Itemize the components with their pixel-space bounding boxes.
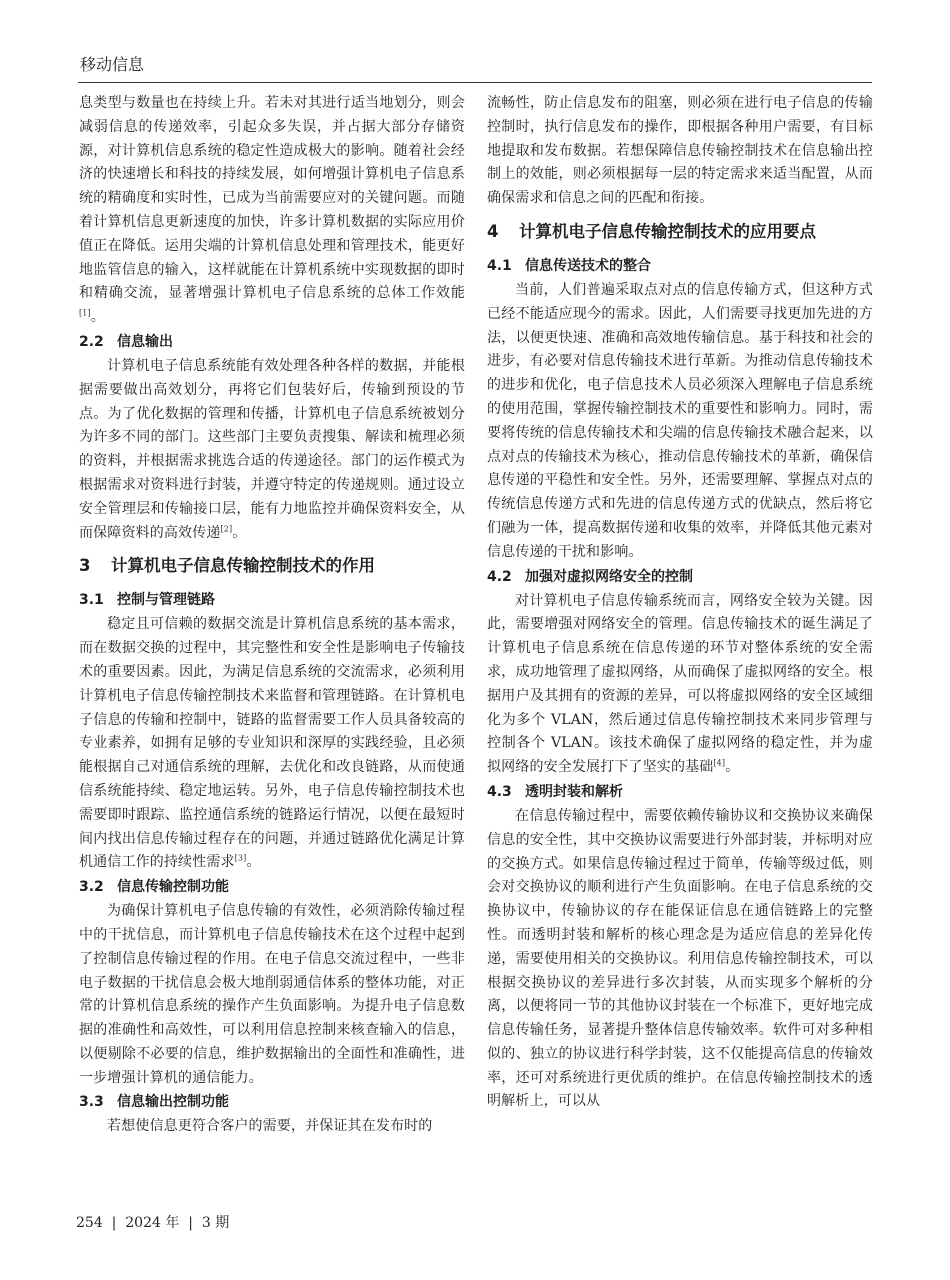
citation[interactable]: [1] <box>79 308 91 318</box>
heading-4-3: 4.3 透明封装和解析 <box>487 783 623 800</box>
heading-3: 3 计算机电子信息传输控制技术的作用 <box>79 556 375 576</box>
paragraph-4-3: 在信息传输过程中，需要依赖传输协议和交换协议来确保信息的安全性，其中交换协议需要进行外部封装，并标明对应的交换方式。如果信息传输过程过于简单，传输等级过低，则会对交换协议的顺利进行产生负面影响。在电子信息系统的交换协议中，传输协议的存在能保证信息在通信链路上的完整性。而透明封装和解析的核心理念是为适应信息的差异化传递，需要使用相关的交换协议。利用信息传输控制技术，可以根据交换协议的差异进行多次封装，从而实现多个解析的分离，以便将同一节的其他协议封装在一个标准下，更好地完成信息传输任务，显著提升整体信息传输效率。软件可对多种相似的、独立的协议进行科学封装，这不仅能提高信息的传输效率，还可对系统进行更优质的维护。在信息传输控制技术的透明解析上，可以从 <box>487 807 873 1110</box>
citation[interactable]: [4] <box>713 758 726 768</box>
heading-3-1: 3.1 控制与管理链路 <box>79 592 215 609</box>
paragraph-intro: 息类型与数量也在持续上升。若未对其进行适当地划分，则会减弱信息的传递效率，引起众多失误，并占据大部分存储资源，对计算机信息系统的稳定性造成极大的影响。随着社会经济的快速增长和科技的持续发展，如何增强计算机电子信息系统的精确度和实时性，已成为当前需要应对的关键问题。而随着计算机信息更新速度的加快，许多计算机数据的实际应用价值正在降低。运用尖端的计算机信息处理和管理技术，能更好地监管信息的输入，这样就能在计算机系统中实现数据的即时和精确交流，显著增强计算机电子信息系统的总体工作效能[1]。 <box>79 95 465 326</box>
heading-3-3: 3.3 信息输出控制功能 <box>79 1094 229 1111</box>
header-rule <box>78 82 872 83</box>
page-footer: 254 | 2024 年 | 3 期 <box>76 1215 230 1231</box>
heading-4-1: 4.1 信息传送技术的整合 <box>487 257 651 274</box>
paragraph-3-3: 若想使信息更符合客户的需要，并保证其在发布时的 <box>107 1118 433 1135</box>
paragraph-continued: 流畅性，防止信息发布的阻塞，则必须在进行电子信息的传输控制时，执行信息发布的操作，即根据各种用户需要，有目标地提取和发布数据。若想保障信息传输控制技术在信息输出控制上的效能，则必须根据每一层的特定需求来适当配置，从而确保需求和信息之间的匹配和衔接。 <box>487 95 873 207</box>
issue: 3 期 <box>201 1215 230 1231</box>
right-column <box>487 92 873 1114</box>
heading-3-2: 3.2 信息传输控制功能 <box>79 879 229 896</box>
citation[interactable]: [2] <box>220 523 233 533</box>
paragraph-3-2: 为确保计算机电子信息传输的有效性，必须消除传输过程中的干扰信息，而计算机电子信息传输技术在这个过程中起到了控制信息传输过程的作用。在电子信息交流过程中，一些非电子数据的干扰信息会极大地削弱通信体系的整体功能，对正常的计算机信息系统的操作产生负面影响。为提升电子信息数据的准确性和高效性，可以利用信息控制来核查输入的信息，以便剔除不必要的信息，维护数据输出的全面性和准确性，进一步增强计算机的通信能力。 <box>79 903 465 1086</box>
heading-2-2: 2.2 信息输出 <box>79 333 173 350</box>
left-column <box>79 92 465 1139</box>
heading-4: 4 计算机电子信息传输控制技术的应用要点 <box>487 221 816 241</box>
citation[interactable]: [3] <box>234 853 247 863</box>
paragraph-4-2: 对计算机电子信息传输系统而言，网络安全较为关键。因此，需要增强对网络安全的管理。信息传输技术的诞生满足了计算机电子信息系统在信息传递的环节对整体系统的安全需求，成功地管理了虚拟网络，从而确保了虚拟网络的安全。根据用户及其拥有的资源的差异，可以将虚拟网络的安全区域细化为多个 VLAN，然后通过信息传输控制技术来同步管理与控制各个 VLAN。该技术确保了虚拟网络的稳定性，并为虚拟网络的安全发展打下了坚实的基础[4]。 <box>487 592 873 776</box>
paragraph-4-1: 当前，人们普遍采取点对点的信息传输方式，但这种方式已经不能适应现今的需求。因此，人们需要寻找更加先进的方法，以便更快速、准确和高效地传输信息。基于科技和社会的进步，有必要对信息传输技术进行革新。为推动信息传输技术的进步和优化，电子信息技术人员必须深入理解电子信息系统的使用范围，掌握传输控制技术的重要性和影响力。同时，需要将传统的信息传输技术和尖端的信息传输技术融合起来，以点对点的传输技术为核心，推动信息传输技术的革新，确保信息传递的平稳性和安全性。另外，还需要理解、掌握点对点的传统信息传递方式和先进的信息传递方式的优缺点，然后将它们融为一体，提高数据传递和收集的效率，并降低其他元素对信息传递的干扰和影响。 <box>487 281 873 560</box>
page-number: 254 <box>76 1215 103 1231</box>
journal-title: 移动信息 <box>80 55 145 74</box>
year: 2024 年 <box>125 1215 180 1231</box>
heading-4-2: 4.2 加强对虚拟网络安全的控制 <box>487 568 693 585</box>
paragraph-3-1: 稳定且可信赖的数据交流是计算机信息系统的基本需求，而在数据交换的过程中，其完整性和安全性是影响电子传输技术的重要因素。因此，为满足信息系统的交流需求，必须利用计算机电子信息传输控制技术来监督和管理链路。在计算机电子信息的传输和控制中，链路的监督需要工作人员具备较高的专业素养，如拥有足够的专业知识和深厚的实践经验，且必须能根据自己对通信系统的理解，去优化和改良链路，从而使通信系统能持续、稳定地运转。另外，电子信息传输控制技术也需要即时跟踪、监控通信系统的链路运行情况，以便在最短时间内找出信息传输过程存在的问题，并通过链路优化满足计算机通信工作的持续性需求[3]。 <box>79 616 465 871</box>
paragraph-2-2: 计算机电子信息系统能有效处理各种各样的数据，并能根据需要做出高效划分，再将它们包装好后，传输到预设的节点。为了优化数据的管理和传播，计算机电子信息系统被划分为许多不同的部门。这些部门主要负责搜集、解读和梳理必须的资料，并根据需求挑选合适的传递途径。部门的运作模式为根据需求对资料进行封装，并遵守特定的传递规则。通过设立安全管理层和传输接口层，能有力地监控并确保资料安全，从而保障资料的高效传递[2]。 <box>79 357 465 541</box>
